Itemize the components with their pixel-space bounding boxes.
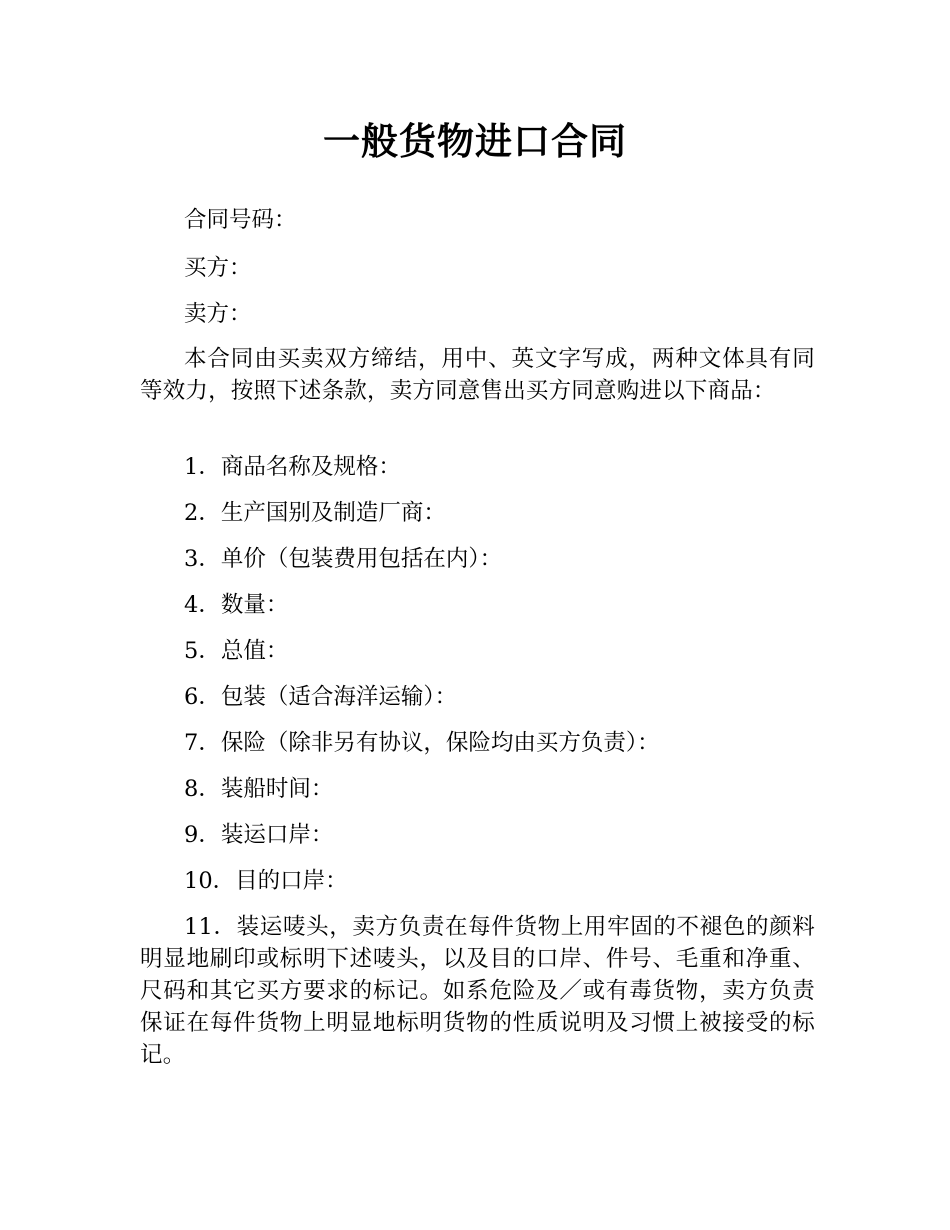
- clause-item: 6．包装（适合海洋运输）：: [184, 684, 458, 710]
- clause-item: 3．单价（包装费用包括在内）：: [184, 546, 503, 572]
- clause-item: 1．商品名称及规格：: [184, 454, 401, 480]
- clause-item: 10．目的口岸：: [184, 868, 348, 894]
- document-title: 一般货物进口合同: [323, 120, 627, 163]
- clause-item: 5．总值：: [184, 638, 289, 664]
- clause-item: 8．装船时间：: [184, 776, 334, 802]
- contract-number-field: 合同号码：: [184, 207, 297, 233]
- intro-paragraph: 本合同由买卖双方缔结，用中、英文字写成，两种文体具有同等效力，按照下述条款，卖方同意售出买方同意购进以下商品：: [140, 346, 815, 404]
- buyer-field: 买方：: [184, 255, 252, 281]
- seller-field: 卖方：: [184, 301, 252, 327]
- clause-item: 4．数量：: [184, 592, 289, 618]
- clause-item: 7．保险（除非另有协议，保险均由买方负责）：: [184, 730, 660, 756]
- clause-item: 9．装运口岸：: [184, 822, 334, 848]
- clause-item: 2．生产国别及制造厂商：: [184, 500, 446, 526]
- clause-11-paragraph: 11．装运唛头，卖方负责在每件货物上用牢固的不褪色的颜料明显地刷印或标明下述唛头，以及目的口岸、件号、毛重和净重、尺码和其它买方要求的标记。如系危险及／或有毒货物，卖方负责保证在每件货物上明显地标明货物的性质说明及习惯上被接受的标记。: [140, 914, 815, 1068]
